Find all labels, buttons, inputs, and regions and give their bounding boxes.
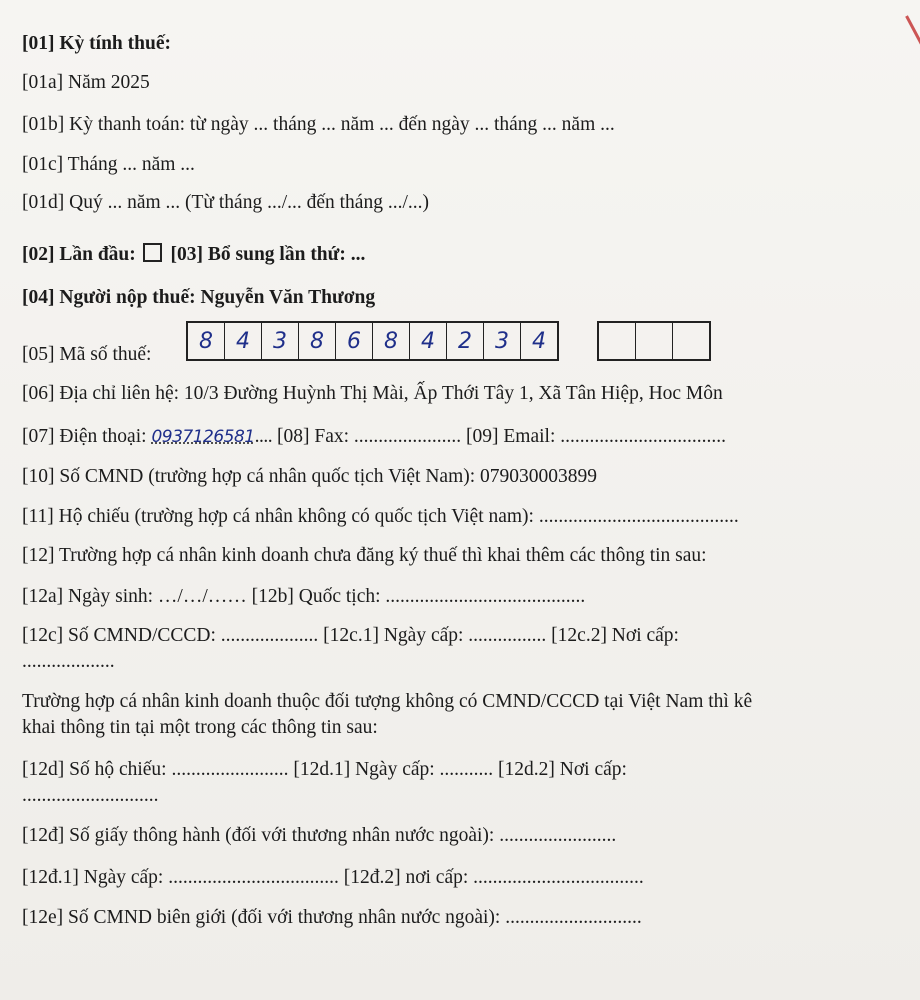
- field-11-passport: [11] Hộ chiếu (trường hợp cá nhân không có quốc tịch Việt nam): .........................................: [22, 506, 739, 527]
- field-12dd-travel-permit: [12đ] Số giấy thông hành (đối với thương nhân nước ngoài): ........................: [22, 825, 617, 846]
- field-12dd1-row: [12đ.1] Ngày cấp: ................................... [12đ.2] nơi cấp: ...................................: [22, 867, 644, 888]
- field-12d-passport-row: [12d] Số hộ chiếu: ........................ [12d.1] Ngày cấp: ........... [12d.2] Nơi cấp:: [22, 759, 627, 780]
- tax-code-branch-cell[interactable]: [635, 323, 672, 359]
- field-09-email: [09] Email: ..................................: [466, 426, 726, 447]
- paragraph-line-2: khai thông tin tại một trong các thông tin sau:: [22, 717, 378, 738]
- field-05-tax-code-label: [05] Mã số thuế:: [22, 344, 152, 365]
- field-12d-continuation: ............................: [22, 785, 159, 806]
- field-10-id-number: [10] Số CMND (trường hợp cá nhân quốc tịch Việt Nam): 079030003899: [22, 466, 598, 487]
- field-01a-year: [01a] Năm 2025: [22, 72, 150, 93]
- tax-code-branch-cell[interactable]: [672, 323, 709, 359]
- field-08-fax: [08] Fax: ......................: [276, 426, 462, 447]
- tax-code-boxes: [186, 321, 559, 361]
- field-12a-12b-row: [12a] Ngày sinh: …/…/…… [12b] Quốc tịch: .........................................: [22, 586, 586, 607]
- tax-code-digit-cell[interactable]: 3: [483, 323, 520, 359]
- field-12c-row: [12c] Số CMND/CCCD: .................... [12c.1] Ngày cấp: ................ [12c.2] Nơi cấp:: [22, 625, 679, 646]
- field-01c-month: [01c] Tháng ... năm ...: [22, 154, 195, 175]
- field-01d-quarter: [01d] Quý ... năm ... (Từ tháng .../... đến tháng .../...): [22, 192, 429, 213]
- field-01-tax-period: [01] Kỳ tính thuế:: [22, 33, 171, 54]
- tax-code-digit-cell[interactable]: 8: [372, 323, 409, 359]
- tax-code-digit-cell[interactable]: 8: [298, 323, 335, 359]
- tax-code-digit-cell[interactable]: 4: [520, 323, 557, 359]
- tax-code-branch-cell[interactable]: [599, 323, 635, 359]
- paragraph-line-1: Trường hợp cá nhân kinh doanh thuộc đối tượng không có CMND/CCCD tại Việt Nam thì kê: [22, 691, 753, 712]
- field-12c-continuation: ...................: [22, 651, 115, 672]
- field-03-supplement: [03] Bổ sung lần thứ: ...: [170, 244, 366, 265]
- tax-code-digit-cell[interactable]: 8: [199, 328, 213, 354]
- field-12e-border-id: [12e] Số CMND biên giới (đối với thương nhân nước ngoài): ............................: [22, 907, 642, 928]
- field-01b-payment-period: [01b] Kỳ thanh toán: từ ngày ... tháng ... năm ... đến ngày ... tháng ... năm ...: [22, 114, 615, 135]
- pen-mark: [905, 15, 920, 46]
- phone-number-handwritten: 0937126581: [151, 427, 255, 447]
- phone-dots: ....: [254, 426, 273, 447]
- tax-code-digit-cell[interactable]: 3: [261, 323, 298, 359]
- tax-code-digit-cell[interactable]: 6: [335, 323, 372, 359]
- field-02-first-time: [02] Lần đầu:: [22, 244, 136, 265]
- field-04-taxpayer: [04] Người nộp thuế: Nguyễn Văn Thương: [22, 287, 376, 308]
- field-06-address: [06] Địa chỉ liên hệ: 10/3 Đường Huỳnh Thị Mài, Ấp Thới Tây 1, Xã Tân Hiệp, Hoc Môn: [22, 383, 723, 404]
- first-time-checkbox[interactable]: [143, 243, 162, 262]
- field-12-unregistered: [12] Trường hợp cá nhân kinh doanh chưa đăng ký thuế thì khai thêm các thông tin sau:: [22, 545, 707, 566]
- tax-code-branch-boxes: [597, 321, 711, 361]
- field-02-03-row: [22, 243, 365, 267]
- field-07-09-row: [22, 425, 726, 449]
- tax-code-digit-cell[interactable]: 4: [409, 323, 446, 359]
- tax-code-digit-cell[interactable]: 2: [446, 323, 483, 359]
- field-07-phone-label: [07] Điện thoại:: [22, 426, 147, 447]
- tax-code-digit-cell[interactable]: 4: [224, 323, 261, 359]
